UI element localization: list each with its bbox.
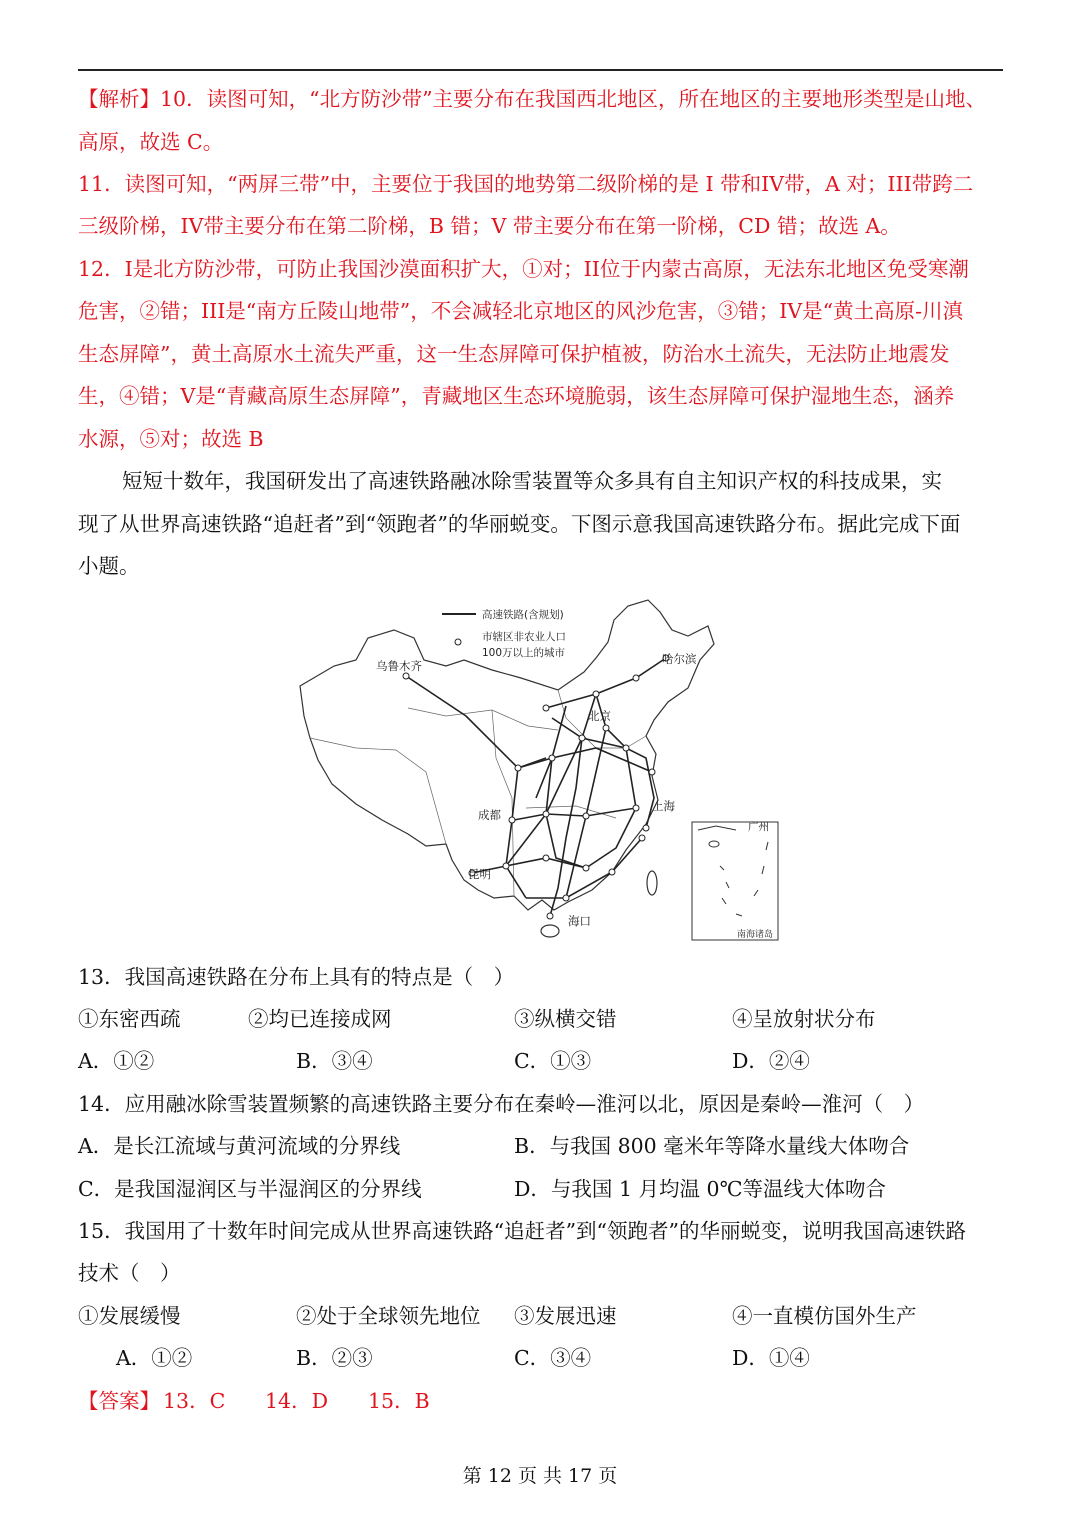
q14-stem: 14．应用融冰除雪装置频繁的高速铁路主要分布在秦岭—淮河以北，原因是秦岭—淮河（ ） <box>78 1092 925 1116</box>
passage-line-1: 短短十数年，我国研发出了高速铁路融冰除雪装置等众多具有自主知识产权的科技成果，实 <box>122 469 942 493</box>
inset-label: 南海诸岛 <box>737 930 774 940</box>
q14-option-a: A．是长江流域与黄河流域的分界线 <box>78 1134 401 1158</box>
analysis-line-7: 生态屏障”，黄土高原水土流失严重，这一生态屏障可保护植被，防治水土流失，无法防止地震发 <box>78 342 950 366</box>
q13-item-1: ①东密西疏 <box>78 1007 181 1031</box>
q13-option-d: D．②④ <box>732 1049 810 1073</box>
q15-item-3: ③发展迅速 <box>514 1304 617 1328</box>
analysis-line-8: 生，④错；V是“青藏高原生态屏障”，青藏地区生态环境脆弱，该生态屏障可保护湿地生态，涵养 <box>78 384 955 408</box>
q15-item-2: ②处于全球领先地位 <box>296 1304 481 1328</box>
q15-stem-line-2: 技术（ ） <box>78 1261 181 1285</box>
legend-city-label-2: 100万以上的城市 <box>482 647 566 659</box>
analysis-line-9: 水源，⑤对；故选 B <box>78 427 264 451</box>
q13-item-3: ③纵横交错 <box>514 1007 617 1031</box>
q13-item-2: ②均已连接成网 <box>248 1007 392 1031</box>
city-label-urumqi: 乌鲁木齐 <box>376 659 422 673</box>
analysis-line-6: 危害，②错；III是“南方丘陵山地带”，不会减轻北京地区的风沙危害，③错；IV是“黄土高原-川滇 <box>78 299 964 323</box>
q15-stem-line-1: 15．我国用了十数年时间完成从世界高速铁路“追赶者”到“领跑者”的华丽蜕变，说明我国高速铁路 <box>78 1219 967 1243</box>
answer-14: 14．D <box>265 1389 329 1413</box>
inset-top-label: 广州 <box>748 821 769 833</box>
q15-option-d: D．①④ <box>732 1346 810 1370</box>
q14-option-d: D．与我国 1 月均温 0℃等温线大体吻合 <box>514 1177 887 1201</box>
q13-stem: 13．我国高速铁路在分布上具有的特点是（ ） <box>78 965 515 989</box>
q13-item-4: ④呈放射状分布 <box>732 1007 876 1031</box>
analysis-line-5: 12．I是北方防沙带，可防止我国沙漠面积扩大，①对；II位于内蒙古高原，无法东北地区免受寒潮 <box>78 257 969 281</box>
city-label-kunming: 昆明 <box>468 867 491 881</box>
city-label-harbin: 哈尔滨 <box>662 652 697 666</box>
answer-label: 【答案】 <box>78 1389 160 1413</box>
legend-rail-label: 高速铁路(含规划) <box>482 609 564 621</box>
q15-option-a: A．①② <box>116 1346 193 1370</box>
city-label-haikou: 海口 <box>568 914 591 928</box>
q13-option-a: A．①② <box>78 1049 155 1073</box>
analysis-line-2: 高原，故选 C。 <box>78 130 224 154</box>
analysis-line-1: 【解析】10．读图可知，“北方防沙带”主要分布在我国西北地区，所在地区的主要地形类型是山地、 <box>78 87 987 111</box>
legend-city-label-1: 市辖区非农业人口 <box>482 631 566 643</box>
analysis-line-4: 三级阶梯，IV带主要分布在第二阶梯，B 错；V 带主要分布在第一阶梯，CD 错；故选 A。 <box>78 214 901 238</box>
q14-option-c: C．是我国湿润区与半湿润区的分界线 <box>78 1177 422 1201</box>
q13-option-b: B．③④ <box>296 1049 373 1073</box>
q15-item-1: ①发展缓慢 <box>78 1304 181 1328</box>
q14-option-b: B．与我国 800 毫米年等降水量线大体吻合 <box>514 1134 910 1158</box>
page-footer: 第 12 页 共 17 页 <box>462 1465 618 1487</box>
answer-13: 13．C <box>163 1389 226 1413</box>
q15-option-c: C．③④ <box>514 1346 592 1370</box>
passage-line-3: 小题。 <box>78 554 140 578</box>
city-label-beijing: 北京 <box>588 709 611 723</box>
q15-option-b: B．②③ <box>296 1346 373 1370</box>
passage-line-2: 现了从世界高速铁路“追赶者”到“领跑者”的华丽蜕变。下图示意我国高速铁路分布。据此完成下面 <box>78 512 961 536</box>
south-sea-inset <box>692 822 778 940</box>
q15-item-4: ④一直模仿国外生产 <box>732 1304 917 1328</box>
railway-map <box>296 598 786 943</box>
header-rule <box>78 69 1003 71</box>
city-label-shanghai: 上海 <box>652 799 675 813</box>
city-label-chengdu: 成都 <box>478 808 501 822</box>
analysis-line-3: 11．读图可知，“两屏三带”中，主要位于我国的地势第二级阶梯的是 I 带和IV带，A 对；III带跨二 <box>78 172 974 196</box>
q13-option-c: C．①③ <box>514 1049 592 1073</box>
answer-15: 15．B <box>368 1389 430 1413</box>
